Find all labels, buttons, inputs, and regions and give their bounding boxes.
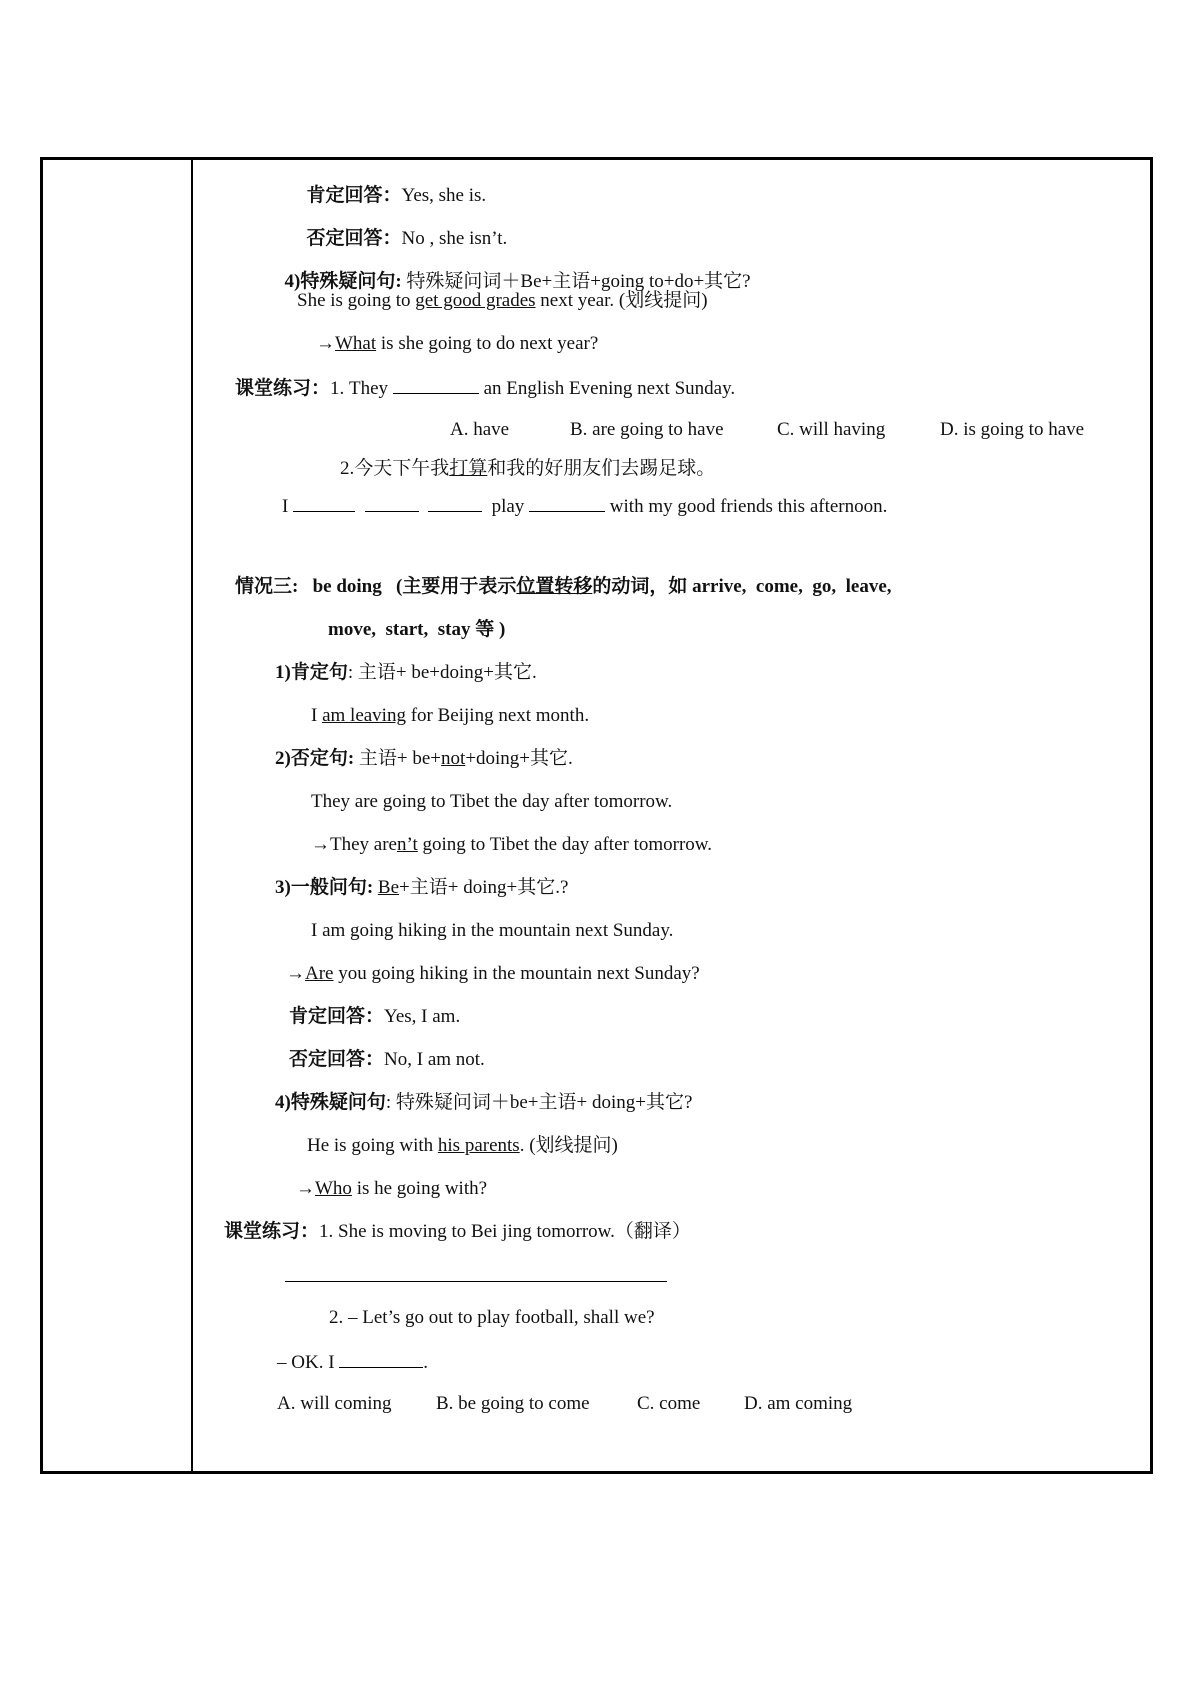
answer-blank[interactable] [393,375,479,394]
label: 肯定回答： [306,185,402,206]
option-a: A. have [450,419,510,440]
arrow: → [286,963,305,984]
text: is he going with? [351,1178,488,1199]
general-question-answer [286,962,700,986]
option-d: D. am coming [744,1393,853,1414]
text: play [491,496,525,517]
text: 1. She is moving to Bei jing tomorrow.（翻译） [319,1221,691,1242]
special-question-answer [296,1177,487,1201]
negative-answer-line [297,203,507,251]
underlined-text: get good grades [415,290,536,311]
exercise-2-fill-line [282,493,887,519]
text: . [423,1352,429,1373]
wh-question-rule [275,246,751,294]
text: is she going to do next year? [376,333,599,354]
exercise-2-question: 2. – Let’s go out to play football, shall we? [329,1307,655,1328]
underlined-text: Be [377,877,400,898]
label: 2)否定句: [275,748,355,769]
exercise-1-line [224,1220,691,1244]
option-b: B. be going to come [436,1393,590,1414]
text: – OK. I [277,1352,340,1373]
column-divider [191,157,193,1474]
label: 3)一般问句: [275,877,374,898]
exercise-1-line [235,375,735,401]
answer-blank[interactable] [293,493,355,512]
underlined-text: What [335,333,377,354]
text: 的动词，如 arrive, come, go, leave, [592,576,892,597]
text: . (划线提问) [519,1135,618,1156]
answer-blank[interactable] [529,493,605,512]
special-question-example [307,1134,618,1158]
affirmative-rule [275,661,537,685]
text: I [311,705,323,726]
negative-answer-line [289,1048,485,1072]
text: She is going to [297,290,416,311]
affirmative-example [311,704,589,728]
positive-answer-line [297,160,486,208]
text: going to Tibet the day after tomorrow. [417,834,713,855]
answer-blank[interactable] [428,493,482,512]
negative-answer [311,833,712,857]
text: next year. (划线提问) [535,290,708,311]
label: 否定回答： [306,228,402,249]
text: No, I am not. [384,1049,485,1070]
answer-blank[interactable] [339,1349,423,1368]
negative-example: They are going to Tibet the day after tomorrow. [311,791,673,812]
text: I [282,496,294,517]
text: 情况三: be doing (主要用于表示 [235,576,517,597]
underlined-text: am leaving [322,705,406,726]
underlined-text: Are [305,963,334,984]
text: →They are [311,834,397,855]
formula: 特殊疑问词＋Be+主语+going to+do+其它? [401,271,751,292]
general-question-rule [275,876,568,900]
text: +主语+ doing+其它.? [399,877,569,898]
text: No , she isn’t. [401,228,508,249]
text: He is going with [307,1135,438,1156]
text: 主语+ be+ [354,748,442,769]
underlined-text: 打算 [449,458,488,479]
formula: : 特殊疑问词＋be+主语+ doing+其它? [385,1092,693,1113]
wh-answer [316,332,598,356]
label: 肯定回答： [289,1006,385,1027]
exercise-2-reply [277,1349,428,1375]
underlined-text: 位置转移 [516,576,593,597]
label: 4)特殊疑问句: [284,271,402,292]
underlined-text: Who [315,1178,352,1199]
text: for Beijing next month. [405,705,590,726]
section-heading [235,575,892,599]
text: you going hiking in the mountain next Sunday? [333,963,700,984]
special-question-rule [275,1091,692,1115]
option-c: C. come [637,1393,701,1414]
answer-blank[interactable] [365,493,419,512]
text: 1. They [330,378,393,399]
label: 否定回答： [289,1049,385,1070]
formula: : 主语+ be+doing+其它. [347,662,537,683]
option-b: B. are going to have [570,419,724,440]
label: 4)特殊疑问句 [275,1092,386,1113]
wh-example [297,289,708,313]
positive-answer-line [289,1005,460,1029]
arrow: → [296,1178,315,1199]
underlined-text: not [441,748,466,769]
general-question-example: I am going hiking in the mountain next Sunday. [311,920,674,941]
negative-rule [275,747,573,771]
text: Yes, I am. [384,1006,461,1027]
text: +doing+其它. [465,748,573,769]
option-d: D. is going to have [940,419,1085,440]
exercise-label: 课堂练习： [235,378,331,399]
text: Yes, she is. [401,185,487,206]
text: with my good friends this afternoon. [605,496,888,517]
underlined-text: n’t [396,834,418,855]
text: 和我的好朋友们去踢足球。 [487,458,716,479]
option-c: C. will having [777,419,886,440]
arrow: → [316,333,335,354]
text: an English Evening next Sunday. [478,378,736,399]
exercise-2-line [340,457,715,481]
exercise-label: 课堂练习： [224,1221,320,1242]
text: 2.今天下午我 [340,458,450,479]
label: 1)肯定句 [275,662,348,683]
option-a: A. will coming [277,1393,392,1414]
answer-line[interactable] [285,1281,667,1282]
underlined-text: his parents [437,1135,520,1156]
section-heading-cont: move, start, stay 等 ) [328,619,506,640]
